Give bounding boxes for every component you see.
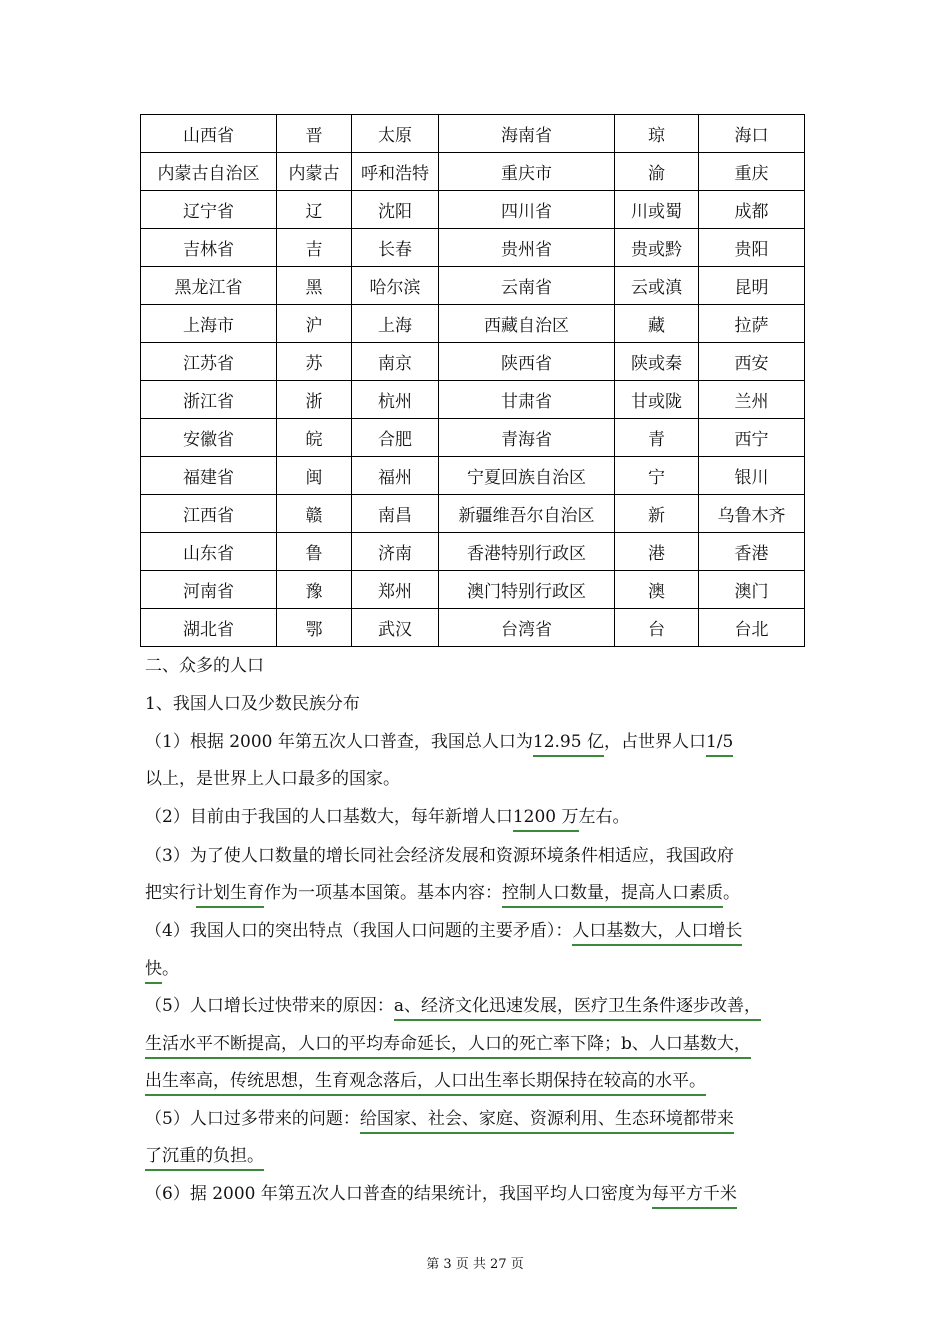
table-cell: 港 [615,533,699,571]
table-cell: 黑 [277,267,352,305]
table-row [141,267,805,305]
table-cell: 拉萨 [699,305,805,343]
underlined-answer: 1/5 [706,732,733,757]
table-cell: 四川省 [439,191,615,229]
table-cell: 辽宁省 [141,191,277,229]
table-cell: 吉 [277,229,352,267]
text: （5）人口增长过快带来的原因： [145,996,394,1016]
underlined-answer: a、经济文化迅速发展，医疗卫生条件逐步改善， [394,996,761,1021]
text: （4）我国人口的突出特点（我国人口问题的主要矛盾）： [145,921,573,941]
para-5-line-2 [145,1033,751,1055]
text: 左右。 [578,807,630,827]
table-cell: 安徽省 [141,419,277,457]
underlined-answer: 生活水平不断提高，人口的平均寿命延长，人口的死亡率下降；b、人口基数大， [145,1034,751,1059]
para-1-line-1 [145,731,733,753]
table-cell: 台湾省 [439,609,615,647]
table-cell: 豫 [277,571,352,609]
page-footer: 第 3 页 共 27 页 [426,1257,524,1272]
sub-heading: 1、我国人口及少数民族分布 [145,694,360,714]
para-4-line-1 [145,920,742,942]
table-cell: 甘或陇 [615,381,699,419]
table-cell: 山东省 [141,533,277,571]
table-cell: 宁夏回族自治区 [439,457,615,495]
table-cell: 太原 [352,115,439,153]
table-cell: 晋 [277,115,352,153]
para-3-line-1: （3）为了使人口数量的增长同社会经济发展和资源环境条件相适应，我国政府 [145,846,734,866]
table-cell: 云南省 [439,267,615,305]
table-row [141,343,805,381]
underlined-answer: 1200 万 [513,807,579,832]
table-cell: 陕西省 [439,343,615,381]
table-row [141,191,805,229]
table-row [141,305,805,343]
province-table [140,114,805,647]
table-cell: 陕或秦 [615,343,699,381]
underlined-answer: 了沉重的负担。 [145,1146,264,1171]
table-cell: 澳门特别行政区 [439,571,615,609]
table-cell: 呼和浩特 [352,153,439,191]
table-row [141,495,805,533]
table-cell: 闽 [277,457,352,495]
table-cell: 合肥 [352,419,439,457]
table-cell: 沪 [277,305,352,343]
table-cell: 川或蜀 [615,191,699,229]
table-cell: 青海省 [439,419,615,457]
table-cell: 云或滇 [615,267,699,305]
table-cell: 重庆市 [439,153,615,191]
table-cell: 新疆维吾尔自治区 [439,495,615,533]
text: （6）据 2000 年第五次人口普查的结果统计，我国平均人口密度为 [145,1184,652,1204]
table-cell: 贵州省 [439,229,615,267]
table-cell: 西藏自治区 [439,305,615,343]
table-cell: 藏 [615,305,699,343]
table-cell: 辽 [277,191,352,229]
table-cell: 内蒙古 [277,153,352,191]
table-row [141,571,805,609]
table-cell: 皖 [277,419,352,457]
table-cell: 成都 [699,191,805,229]
table-row [141,153,805,191]
underlined-answer: 出生率高，传统思想，生育观念落后，人口出生率长期保持在较高的水平。 [145,1071,706,1096]
table-cell: 鄂 [277,609,352,647]
table-cell: 湖北省 [141,609,277,647]
underlined-answer: 给国家、社会、家庭、资源利用、生态环境都带来 [360,1109,734,1134]
table-cell: 浙江省 [141,381,277,419]
table-cell: 海口 [699,115,805,153]
table-row [141,229,805,267]
para-5-line-1 [145,995,761,1017]
table-cell: 重庆 [699,153,805,191]
table-cell: 长春 [352,229,439,267]
table-cell: 河南省 [141,571,277,609]
table-cell: 昆明 [699,267,805,305]
para-3-line-2 [145,882,740,904]
table-cell: 琼 [615,115,699,153]
table-cell: 澳门 [699,571,805,609]
table-cell: 贵阳 [699,229,805,267]
para-6-line-2 [145,1145,264,1167]
table-row [141,381,805,419]
text: （2）目前由于我国的人口基数大，每年新增人口 [145,807,513,827]
table-cell: 吉林省 [141,229,277,267]
table-cell: 新 [615,495,699,533]
table-cell: 澳 [615,571,699,609]
table-cell: 宁 [615,457,699,495]
table-cell: 济南 [352,533,439,571]
table-cell: 哈尔滨 [352,267,439,305]
table-cell: 香港特别行政区 [439,533,615,571]
text: 作为一项基本国策。基本内容： [264,883,502,903]
table-cell: 南昌 [352,495,439,533]
table-cell: 鲁 [277,533,352,571]
underlined-answer: 计划生育 [196,883,264,908]
table-cell: 兰州 [699,381,805,419]
table-cell: 台 [615,609,699,647]
table-cell: 福建省 [141,457,277,495]
text: ，占世界人口 [603,732,706,752]
table-cell: 浙 [277,381,352,419]
table-cell: 甘肃省 [439,381,615,419]
para-6-line-1 [145,1108,734,1130]
text: （1）根据 2000 年第五次人口普查，我国总人口为 [145,732,533,752]
table-cell: 银川 [699,457,805,495]
table-cell: 海南省 [439,115,615,153]
table-cell: 福州 [352,457,439,495]
table-cell: 西安 [699,343,805,381]
para-7 [145,1183,737,1205]
table-cell: 武汉 [352,609,439,647]
table-row [141,115,805,153]
table-cell: 青 [615,419,699,457]
table-cell: 上海 [352,305,439,343]
para-5-line-3 [145,1070,706,1092]
table-cell: 山西省 [141,115,277,153]
table-row [141,533,805,571]
table-cell: 南京 [352,343,439,381]
table-cell: 香港 [699,533,805,571]
table-row [141,609,805,647]
underlined-answer: 12.95 亿 [533,732,604,757]
province-table-body [141,115,805,647]
text: 。 [162,959,179,979]
table-cell: 苏 [277,343,352,381]
table-cell: 江苏省 [141,343,277,381]
underlined-answer: 人口基数大，人口增长 [572,921,742,946]
text: 把实行 [145,883,196,903]
table-cell: 沈阳 [352,191,439,229]
para-4-line-2 [145,958,179,980]
table-cell: 黑龙江省 [141,267,277,305]
table-cell: 上海市 [141,305,277,343]
table-cell: 赣 [277,495,352,533]
table-cell: 杭州 [352,381,439,419]
section-heading: 二、众多的人口 [145,656,264,676]
table-cell: 内蒙古自治区 [141,153,277,191]
table-cell: 贵或黔 [615,229,699,267]
table-cell: 西宁 [699,419,805,457]
table-cell: 乌鲁木齐 [699,495,805,533]
table-cell: 渝 [615,153,699,191]
table-row [141,457,805,495]
text: 。 [723,883,740,903]
underlined-answer: 快 [145,959,162,984]
table-cell: 台北 [699,609,805,647]
table-cell: 江西省 [141,495,277,533]
para-1-line-2: 以上，是世界上人口最多的国家。 [145,769,400,789]
table-row [141,419,805,457]
para-2 [145,806,630,828]
table-cell: 郑州 [352,571,439,609]
underlined-answer: 每平方千米 [652,1184,737,1209]
text: （5）人口过多带来的问题： [145,1109,360,1129]
underlined-answer: 控制人口数量，提高人口素质 [502,883,723,908]
